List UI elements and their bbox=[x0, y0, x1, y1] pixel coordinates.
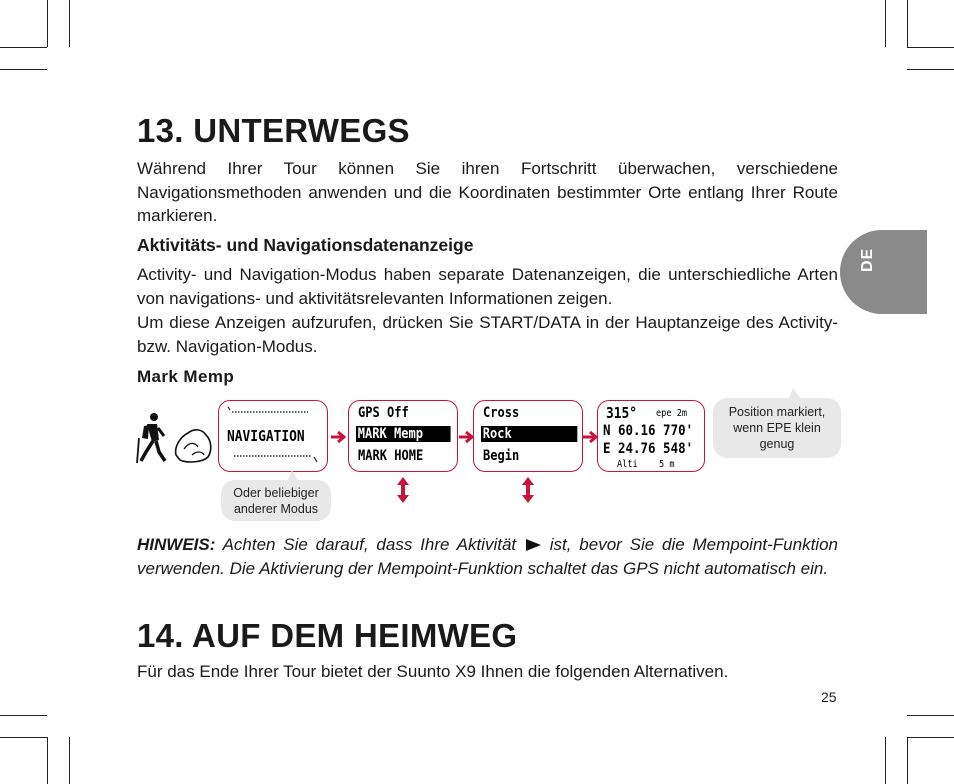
screen4-alti-value: 5 m bbox=[659, 459, 675, 470]
screen4-alti-label: Alti bbox=[617, 459, 638, 470]
language-tab-label: DE bbox=[859, 247, 876, 272]
crop-mark bbox=[69, 737, 70, 784]
crop-mark bbox=[907, 737, 954, 738]
crop-mark bbox=[907, 69, 954, 70]
callout-pointer bbox=[284, 470, 304, 484]
hiker-icon bbox=[132, 412, 172, 464]
mark-memp-heading: Mark Memp bbox=[137, 367, 235, 386]
callout-position-marked bbox=[713, 398, 841, 458]
crop-mark bbox=[0, 47, 47, 48]
page-number: 25 bbox=[821, 689, 837, 705]
crop-mark bbox=[69, 0, 70, 47]
play-icon bbox=[524, 538, 542, 552]
crop-mark bbox=[0, 69, 47, 70]
section-14-title: 14. AUF DEM HEIMWEG bbox=[137, 617, 518, 654]
screen4-epe: epe 2m bbox=[656, 408, 688, 419]
crop-mark bbox=[47, 737, 48, 784]
crop-mark bbox=[0, 715, 47, 716]
screen4-heading: 315° bbox=[606, 404, 638, 422]
crop-mark bbox=[907, 715, 954, 716]
note-paragraph bbox=[137, 533, 838, 580]
screen2-line2-selected: MARK Memp bbox=[356, 426, 451, 442]
up-down-arrow-icon bbox=[521, 476, 535, 504]
callout-position-marked-text: Position markiert, wenn EPE klein genug bbox=[728, 405, 826, 451]
language-tab bbox=[840, 230, 927, 314]
crop-mark bbox=[0, 737, 47, 738]
callout-other-mode-text: Oder beliebiger anderer Modus bbox=[233, 485, 319, 516]
screen1-label: NAVIGATION bbox=[227, 427, 305, 445]
arrow-right-icon bbox=[330, 430, 348, 444]
section-13-title: 13. UNTERWEGS bbox=[137, 112, 410, 149]
note-text-before: Achten Sie darauf, dass Ihre Aktivität bbox=[222, 535, 517, 554]
crop-mark bbox=[907, 47, 954, 48]
screen4-east: E 24.76 548' bbox=[603, 441, 694, 457]
crop-mark bbox=[885, 737, 886, 784]
screen4-north: N 60.16 770' bbox=[603, 423, 694, 439]
crop-mark bbox=[885, 0, 886, 47]
screen3-line1: Cross bbox=[483, 405, 520, 421]
crop-mark bbox=[907, 737, 908, 784]
crop-mark bbox=[907, 0, 908, 47]
screen3-line2-selected: Rock bbox=[481, 426, 577, 442]
screen3-line3: Begin bbox=[483, 448, 520, 464]
section-13-intro: Während Ihrer Tour können Sie ihren Fortschritt überwachen, verschiedene Navigationsmethoden anwenden und die Koordinaten bestimmter Orte entlang Ihrer Route markieren. bbox=[137, 159, 838, 225]
screen2-line1: GPS Off bbox=[358, 405, 409, 421]
callout-pointer bbox=[783, 388, 807, 402]
section-14-intro: Für das Ende Ihrer Tour bietet der Suunto X9 Ihnen die folgenden Alternativen. bbox=[137, 662, 729, 681]
rock-icon bbox=[172, 425, 214, 465]
callout-other-mode bbox=[221, 480, 331, 521]
note-text-after: ist, bevor Sie die Mempoint-Funktion verwenden. Die Aktivierung der Mempoint-Funktion schaltet das GPS nicht automatisch ein. bbox=[137, 535, 838, 578]
note-label: HINWEIS: bbox=[137, 535, 216, 554]
paragraph-start-data: Um diese Anzeigen aufzurufen, drücken Sie START/DATA in der Hauptanzeige des Activity- bzw. Navigation-Modus. bbox=[137, 313, 838, 356]
up-down-arrow-icon bbox=[396, 476, 410, 504]
crop-mark bbox=[47, 0, 48, 47]
sub-heading: Aktivitäts- und Navigationsdatenanzeige bbox=[137, 235, 474, 255]
screen2-line3: MARK HOME bbox=[358, 448, 424, 464]
paragraph-modes: Activity- und Navigation-Modus haben separate Datenanzeigen, die unterschiedliche Arten von navigations- und aktivitätsrelevanten Informationen zeigen. bbox=[137, 265, 838, 308]
